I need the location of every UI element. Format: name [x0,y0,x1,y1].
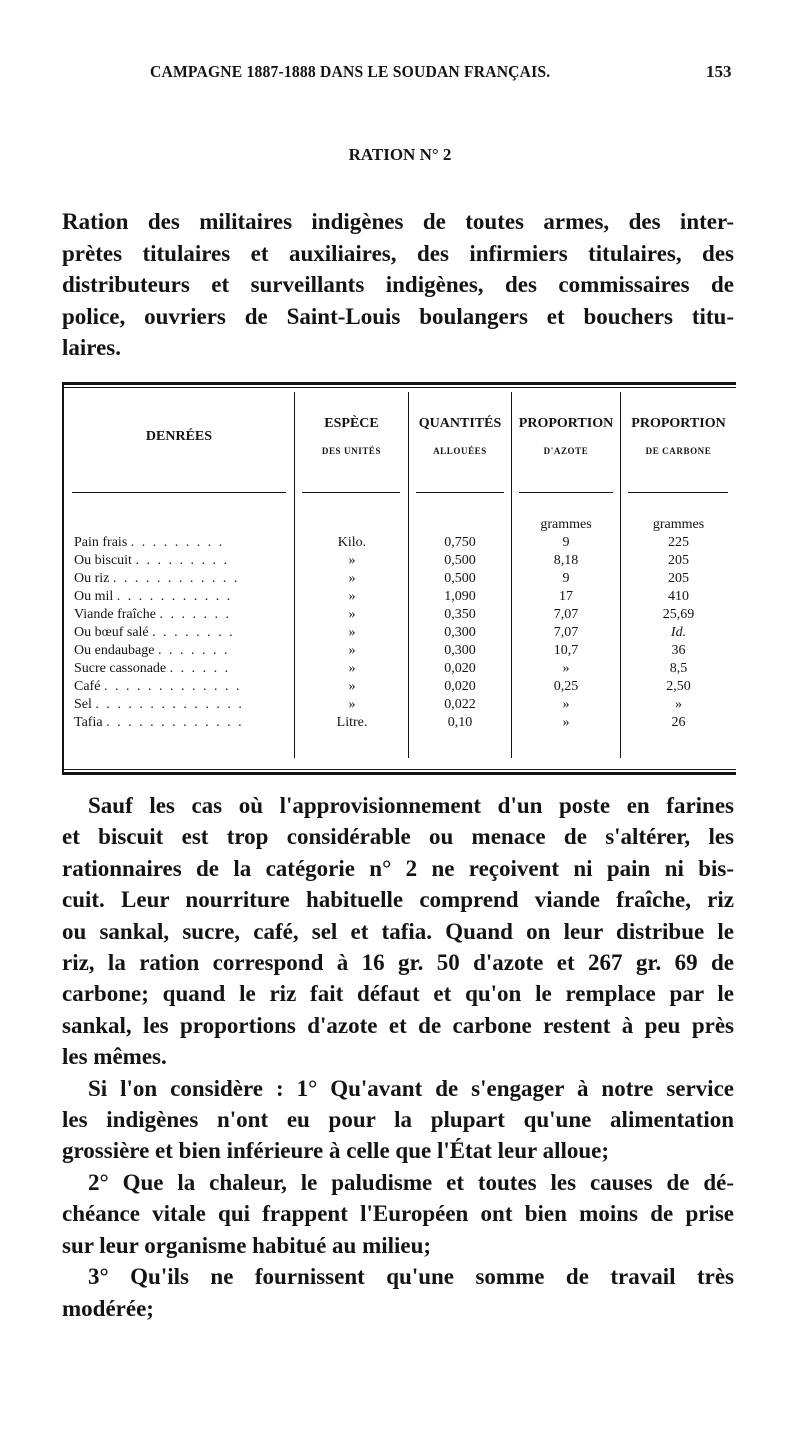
body-line: Si l'on considère : 1° Qu'avant de s'engager à notre service [88,1075,734,1101]
body-line: rationnaires de la catégorie n° 2 ne reçoivent ni pain ni bis- [62,855,734,881]
row-carbone: 26 [671,715,686,730]
header-carbone [621,416,736,456]
header-rule [519,492,613,493]
row-carbone: 205 [668,571,689,586]
header-rule [72,492,286,493]
row-unit: » [348,679,356,694]
row-qty: 0,500 [444,571,476,586]
table-row [64,679,736,697]
row-carbone: » [675,697,682,712]
body-line: modérée; [62,1295,154,1321]
row-unit: » [348,661,356,676]
table-row [64,589,736,607]
row-azote: 7,07 [553,625,579,640]
row-azote: 9 [562,571,570,586]
header-azote [512,416,620,456]
row-carbone: 225 [668,535,689,550]
row-azote: 9 [562,535,570,550]
body-line: chéance vitale qui frappent l'Européen ont bien moins de prise [62,1201,734,1227]
row-unit: » [348,571,356,586]
row-azote: » [562,715,570,730]
header-denrees [64,429,294,445]
row-qty: 0,022 [444,697,476,712]
running-head: CAMPAGNE 1887-1888 DANS LE SOUDAN FRANÇAIS. [150,62,551,81]
row-unit: » [348,607,356,622]
row-name: Tafia . . . . . . . . . . . . . [74,715,244,730]
header-quantites-label: QUANTITÉS [418,416,502,431]
row-azote: 0,25 [553,679,579,694]
row-unit: Litre. [336,715,368,730]
row-carbone: 410 [668,589,689,604]
header-rule [416,492,504,493]
header-azote-label: PROPORTION [518,416,614,431]
ration-table [62,382,736,775]
body-line: cuit. Leur nourriture habituelle comprend viande fraîche, riz [62,887,734,913]
row-name: Sel . . . . . . . . . . . . . . [74,697,244,712]
row-azote: 8,18 [553,553,579,568]
header-quantites [409,416,511,456]
row-qty: 0,10 [447,715,473,730]
body-line: carbone; quand le riz fait défaut et qu'on le remplace par le [62,981,734,1007]
header-carbone-label: PROPORTION [631,416,726,431]
header-espece-label: ESPÈCE [324,416,379,431]
row-unit: » [348,625,356,640]
header-quantites-sub: ALLOUÉES [433,446,487,456]
header-rule [302,492,400,493]
row-qty: 0,300 [444,643,476,658]
body-line: ou sankal, sucre, café, sel et tafia. Quand on leur distribue le [62,918,734,944]
row-azote: » [562,661,570,676]
row-carbone: Id. [670,625,687,640]
page-number: 153 [706,62,732,81]
body-line: 3° Qu'ils ne fournissent qu'une somme de travail très [88,1264,734,1290]
table-row [64,607,736,625]
row-azote: 7,07 [553,607,579,622]
intro-line: laires. [62,335,121,360]
row-azote: » [562,697,570,712]
row-qty: 0,020 [444,679,476,694]
row-carbone: 2,50 [666,679,691,694]
intro-line: police, ouvriers de Saint-Louis boulangers et bouchers titu- [62,303,734,329]
row-unit: » [348,643,356,658]
row-name: Sucre cassonade . . . . . . [74,661,231,676]
table-rule [64,387,736,388]
row-qty: 0,020 [444,661,476,676]
row-qty: 1,090 [444,589,476,604]
units-azote: grammes [540,517,592,532]
table-row [64,697,736,715]
body-line: grossière et bien inférieure à celle que l'État leur alloue; [62,1138,610,1164]
header-carbone-sub: DE CARBONE [645,446,712,456]
row-carbone: 36 [671,643,686,658]
table-row [64,625,736,643]
intro-line: prètes titulaires et auxiliaires, des infirmiers titulaires, des [62,240,734,266]
body-line: sankal, les proportions d'azote et de carbone restent à peu près [62,1012,734,1038]
table-row [64,535,736,553]
row-azote: 17 [559,589,573,604]
row-name: Ou riz . . . . . . . . . . . . [74,571,240,586]
body-line: les mêmes. [62,1044,167,1070]
ration-title: RATION N° 2 [348,145,452,164]
row-carbone: 25,69 [662,607,695,622]
body-line: les indigènes n'ont eu pour la plupart qu'une alimentation [62,1107,734,1133]
body-line: 2° Que la chaleur, le paludisme et toutes les causes de dé- [88,1169,734,1195]
row-name: Café . . . . . . . . . . . . . [74,679,242,694]
body-line: et biscuit est trop considérable ou menace de s'altérer, les [62,824,734,850]
row-unit: » [348,697,356,712]
table-row [64,553,736,571]
intro-line: distributeurs et surveillants indigènes, des commissaires de [62,272,734,297]
row-qty: 0,300 [444,625,476,640]
header-azote-sub: D'AZOTE [543,446,589,456]
row-qty: 0,350 [444,607,476,622]
row-unit: » [348,553,356,568]
row-unit: » [348,589,356,604]
row-qty: 0,750 [444,535,476,550]
intro-paragraph [62,206,734,364]
units-carbone: grammes [652,517,705,532]
row-carbone: 205 [668,553,689,568]
body-line: Sauf les cas où l'approvisionnement d'un poste en farines [88,793,734,818]
row-name: Ou mil . . . . . . . . . . . [74,589,233,604]
row-name: Viande fraîche . . . . . . . [74,607,231,622]
table-row [64,715,736,733]
row-name: Pain frais . . . . . . . . . [74,535,225,550]
body-line: riz, la ration correspond à 16 gr. 50 d'azote et 267 gr. 69 de [62,950,734,976]
row-name: Ou bœuf salé . . . . . . . . [74,625,235,640]
row-unit: Kilo. [337,535,367,550]
header-espece [295,416,408,456]
table-row [64,643,736,661]
body-paragraphs [62,790,734,1324]
header-rule [628,492,728,493]
row-qty: 0,500 [444,553,476,568]
row-name: Ou endaubage . . . . . . . [74,643,230,658]
body-line: sur leur organisme habitué au milieu; [62,1232,432,1258]
row-carbone: 8,5 [669,661,688,676]
table-row [64,661,736,679]
intro-line: Ration des militaires indigènes de toutes armes, des inter- [62,209,734,234]
header-denrees-label: DENRÉES [145,429,213,444]
table-rule [64,769,736,770]
row-azote: 10,7 [553,643,579,658]
header-espece-sub: DES UNITÉS [321,446,382,456]
row-name: Ou biscuit . . . . . . . . . [74,553,229,568]
table-row [64,571,736,589]
